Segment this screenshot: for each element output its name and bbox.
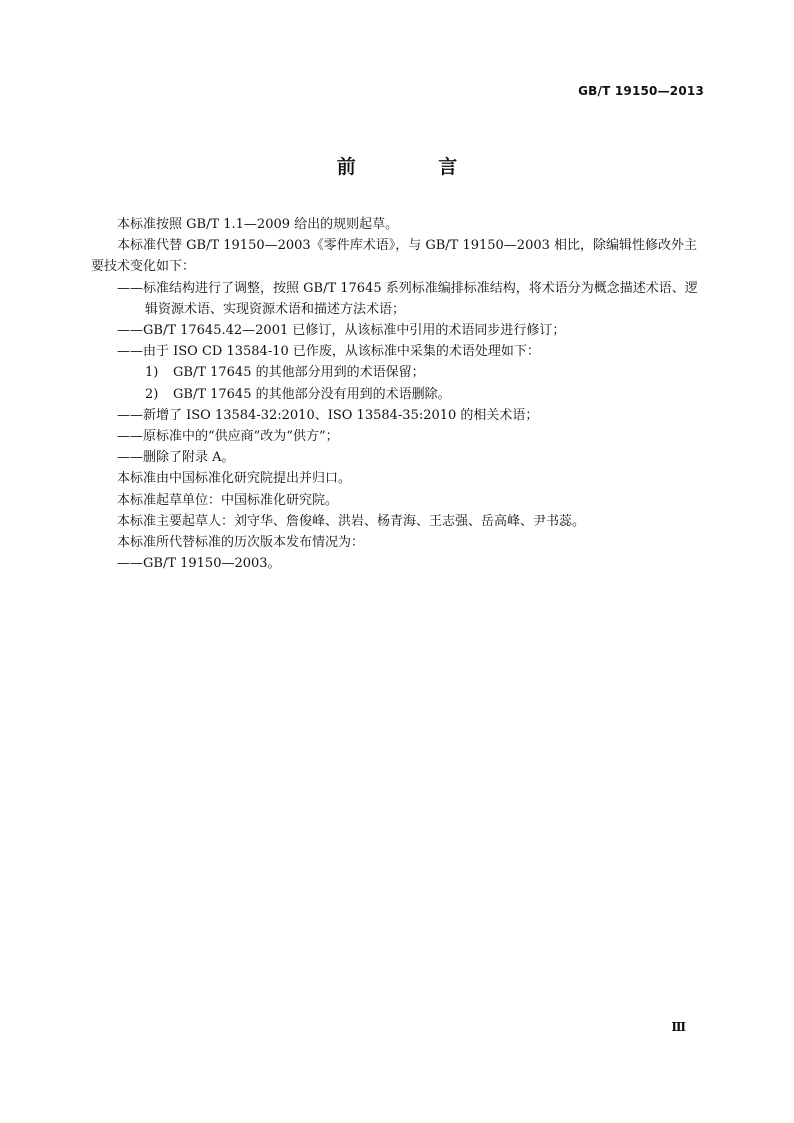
change-item: ——删除了附录 A。 (117, 450, 235, 466)
sub-item-text: GB/T 17645 的其他部分没有用到的术语删除。 (173, 386, 451, 402)
change-item: ——GB/T 17645.42—2001 已修订，从该标准中引用的术语同步进行修订； (117, 323, 566, 339)
sub-item-number: 2) (145, 386, 159, 402)
page-number: Ⅲ (671, 1020, 686, 1034)
change-item: ——标准结构进行了调整，按照 GB/T 17645 系列标准编排标准结构，将术语分为概念描述术语、逻辑资源术语、实现资源术语和描述方法术语； (117, 280, 698, 317)
sub-item-number: 1) (145, 365, 159, 381)
history-item: ——GB/T 19150—2003。 (117, 556, 281, 572)
sub-item (91, 384, 707, 405)
paragraph-proposer: 本标准由中国标准化研究院提出并归口。 (117, 471, 352, 487)
sub-item-text: GB/T 17645 的其他部分用到的术语保留； (173, 365, 425, 381)
paragraph-replacement: 本标准代替 GB/T 19150—2003《零件库术语》，与 GB/T 19150—2003 相比，除编辑性修改外主要技术变化如下： (91, 238, 698, 275)
change-item: ——由于 ISO CD 13584-10 已作废，从该标准中采集的术语处理如下： (117, 344, 540, 360)
page-title: 前 言 (336, 156, 496, 178)
foreword-body (91, 214, 707, 574)
paragraph-drafting-unit: 本标准起草单位：中国标准化研究院。 (117, 492, 339, 508)
paragraph-drafters: 本标准主要起草人：刘守华、詹俊峰、洪岩、杨青海、王志强、岳高峰、尹书蕊。 (117, 513, 586, 529)
change-item: ——新增了 ISO 13584-32:2010、ISO 13584-35:2010 的相关术语； (117, 407, 539, 423)
sub-item (91, 362, 707, 383)
change-item: ——原标准中的“供应商”改为“供方”； (117, 429, 339, 445)
paragraph-history: 本标准所代替标准的历次版本发布情况为： (117, 535, 365, 551)
standard-code: GB/T 19150—2013 (578, 84, 704, 98)
paragraph-drafting-rules: 本标准按照 GB/T 1.1—2009 给出的规则起草。 (117, 217, 399, 232)
